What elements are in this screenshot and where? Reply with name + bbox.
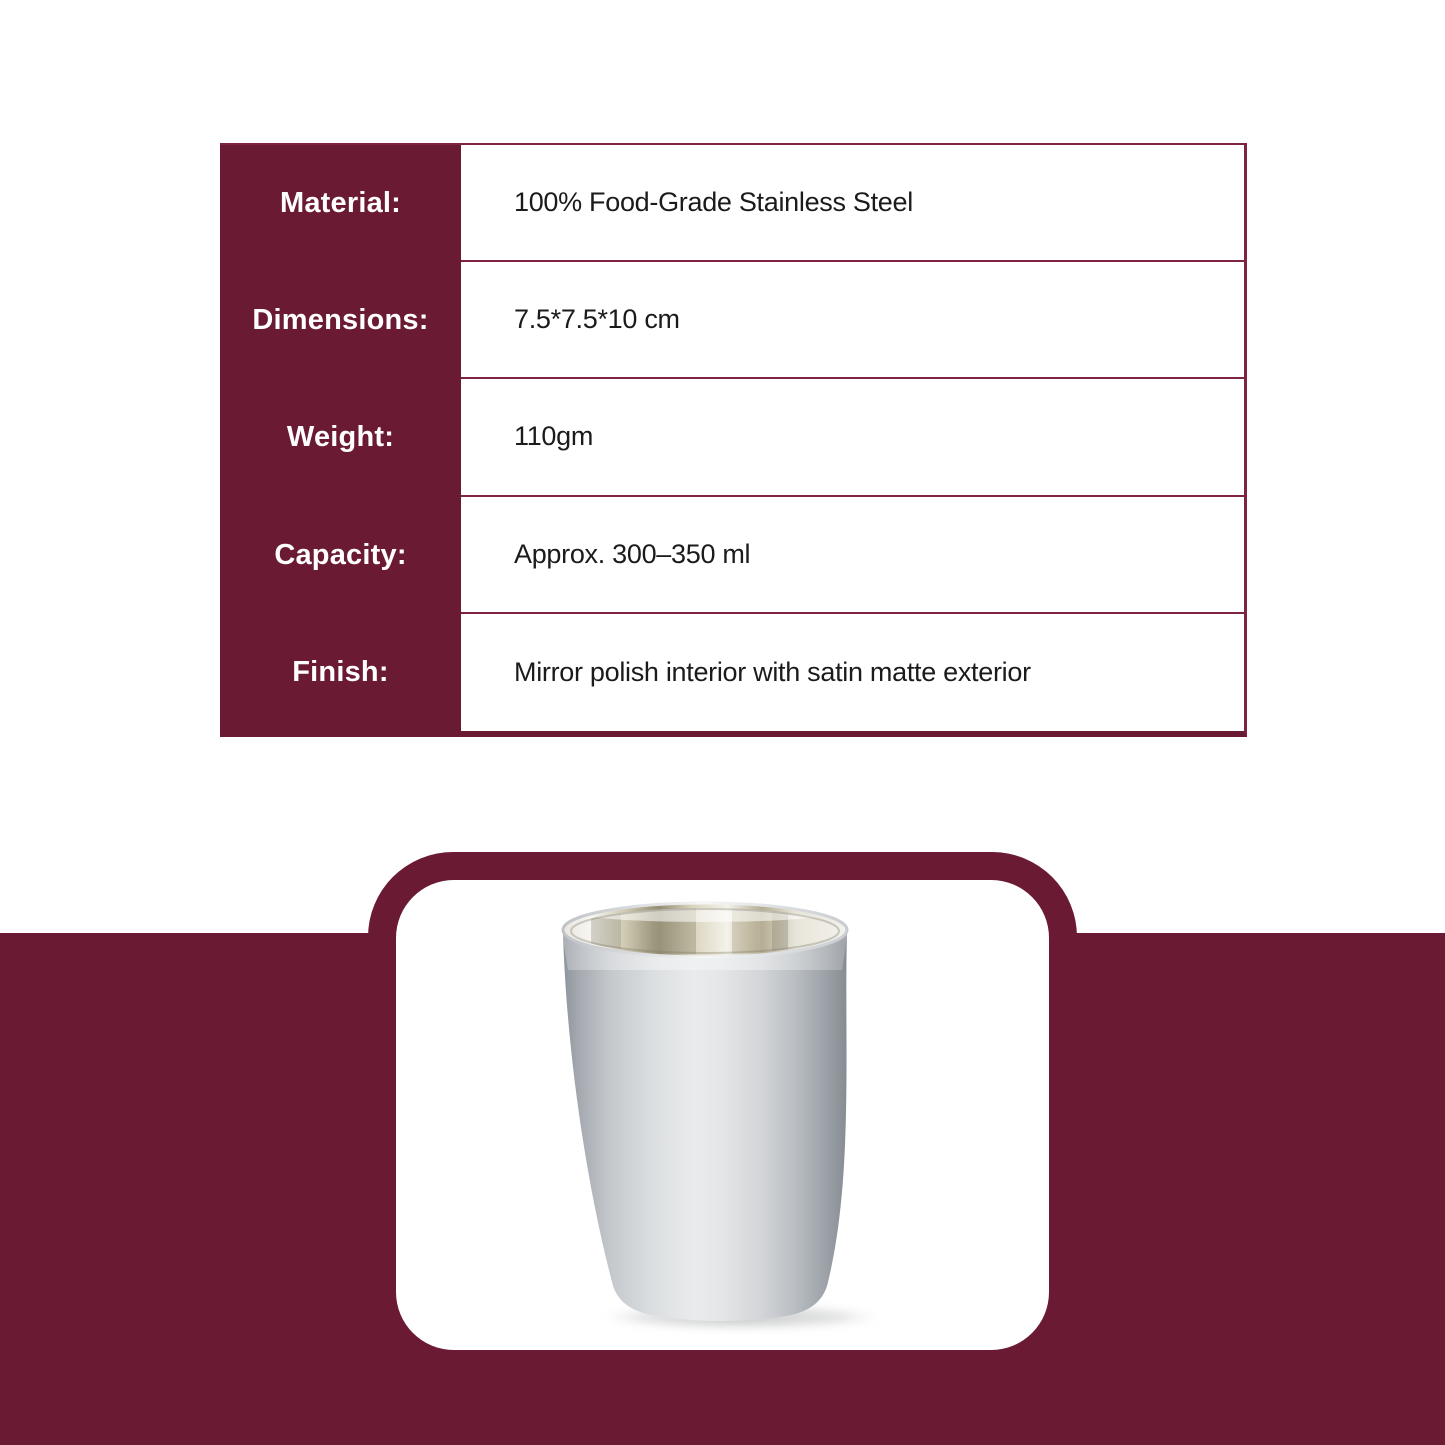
cup-body bbox=[563, 932, 847, 1321]
spec-label-dimensions: Dimensions: bbox=[220, 262, 461, 379]
spec-value-dimensions: 7.5*7.5*10 cm bbox=[461, 262, 1244, 379]
spec-value-capacity: Approx. 300–350 ml bbox=[461, 497, 1244, 614]
spec-value-finish: Mirror polish interior with satin matte exterior bbox=[461, 614, 1244, 731]
product-card bbox=[396, 880, 1049, 1350]
spec-label-material: Material: bbox=[220, 145, 461, 262]
spec-table bbox=[220, 143, 1247, 737]
steel-tumbler-illustration bbox=[536, 890, 886, 1335]
spec-value-material: 100% Food-Grade Stainless Steel bbox=[461, 145, 1244, 262]
spec-label-capacity: Capacity: bbox=[220, 497, 461, 614]
spec-label-finish: Finish: bbox=[220, 614, 461, 731]
product-image bbox=[536, 890, 886, 1335]
spec-value-weight: 110gm bbox=[461, 379, 1244, 496]
spec-label-weight: Weight: bbox=[220, 379, 461, 496]
